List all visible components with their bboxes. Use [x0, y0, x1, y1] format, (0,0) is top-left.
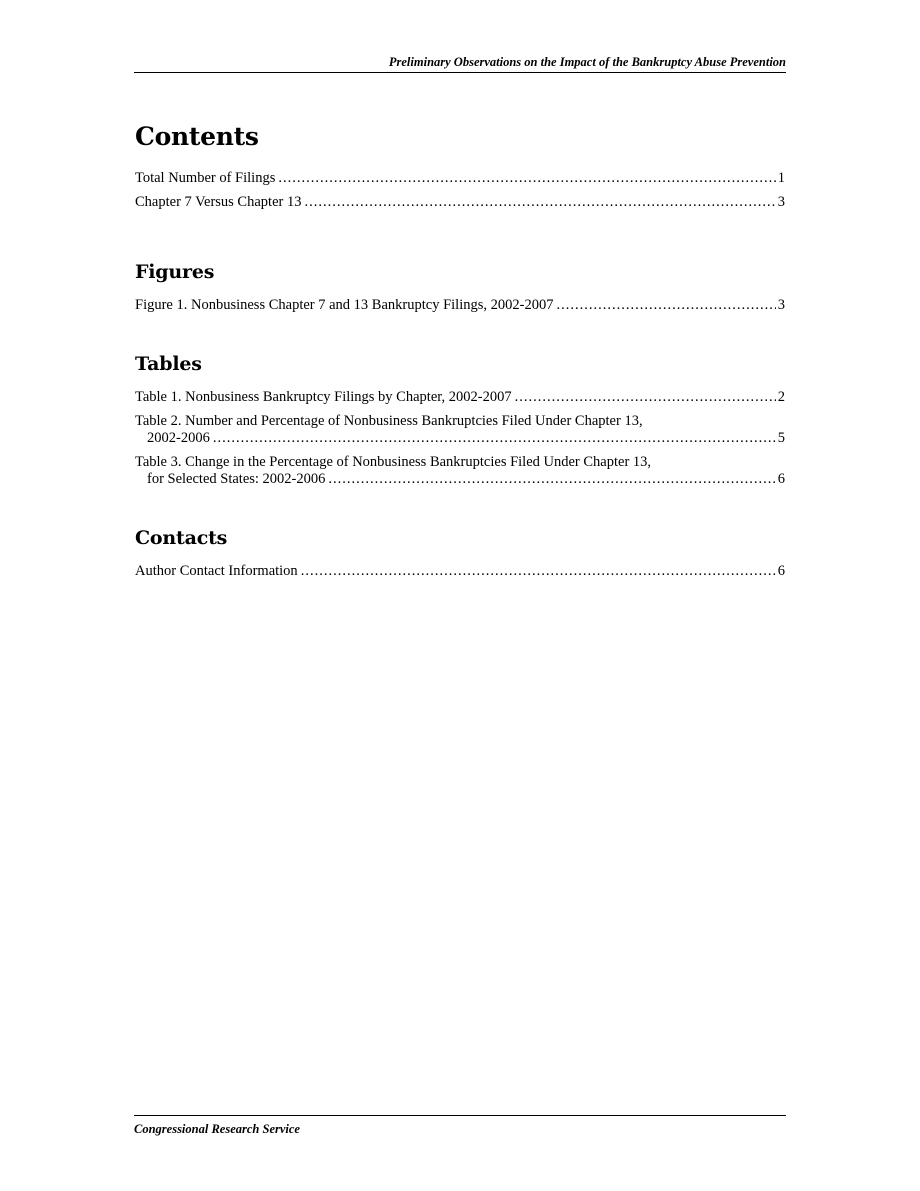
- toc-entry-total-filings[interactable]: [135, 170, 785, 187]
- dot-leader: [515, 389, 776, 406]
- toc-entry-table-1[interactable]: [135, 389, 785, 406]
- toc-entry-label: Table 1. Nonbusiness Bankruptcy Filings by Chapter, 2002-2007: [135, 389, 512, 405]
- contacts-section: [135, 527, 785, 580]
- toc-entry-chapter7-vs-13[interactable]: [135, 194, 785, 211]
- figures-section: [135, 261, 785, 314]
- footer-org: Congressional Research Service: [134, 1122, 300, 1136]
- contents-section: [135, 122, 785, 211]
- running-title: Preliminary Observations on the Impact of the Bankruptcy Abuse Prevention: [388, 55, 786, 69]
- toc-entry-label: Total Number of Filings: [135, 170, 276, 186]
- toc-entry-page: 6: [777, 563, 785, 579]
- toc-entry-page: 3: [777, 194, 785, 210]
- dot-leader: [278, 170, 775, 187]
- toc-entry-page: 6: [777, 471, 785, 487]
- dot-leader: [301, 563, 776, 580]
- toc-entry-label: Chapter 7 Versus Chapter 13: [135, 194, 302, 210]
- toc-entry-author-contact[interactable]: [135, 563, 785, 580]
- dot-leader: [556, 297, 775, 314]
- toc-entry-page: 2: [777, 389, 785, 405]
- figures-heading: Figures: [135, 261, 215, 283]
- toc-entry-label-line1: Table 3. Change in the Percentage of Nonbusiness Bankruptcies Filed Under Chapter 13,: [135, 454, 652, 470]
- running-header: [134, 55, 786, 73]
- dot-leader: [304, 194, 775, 211]
- tables-heading: Tables: [135, 353, 202, 375]
- dot-leader: [213, 430, 776, 447]
- toc-entry-page: 3: [777, 297, 785, 313]
- toc-entry-label-line1: Table 2. Number and Percentage of Nonbusiness Bankruptcies Filed Under Chapter 13,: [135, 413, 643, 429]
- toc-entry-table-3[interactable]: [135, 454, 785, 488]
- dot-leader: [328, 471, 775, 488]
- toc-entry-label: 2002-2006: [147, 430, 210, 446]
- toc-entry-page: 5: [777, 430, 785, 446]
- toc-entry-page: 1: [777, 170, 785, 186]
- contacts-heading: Contacts: [135, 527, 228, 549]
- toc-entry-table-2[interactable]: [135, 413, 785, 447]
- toc-entry-label: Figure 1. Nonbusiness Chapter 7 and 13 Bankruptcy Filings, 2002-2007: [135, 297, 554, 313]
- table-of-contents: [135, 122, 785, 619]
- toc-entry-figure-1[interactable]: [135, 297, 785, 314]
- toc-entry-label: Author Contact Information: [135, 563, 298, 579]
- tables-section: [135, 353, 785, 488]
- contents-heading: Contents: [135, 122, 259, 151]
- page-footer: [134, 1115, 786, 1137]
- toc-entry-label: for Selected States: 2002-2006: [147, 471, 326, 487]
